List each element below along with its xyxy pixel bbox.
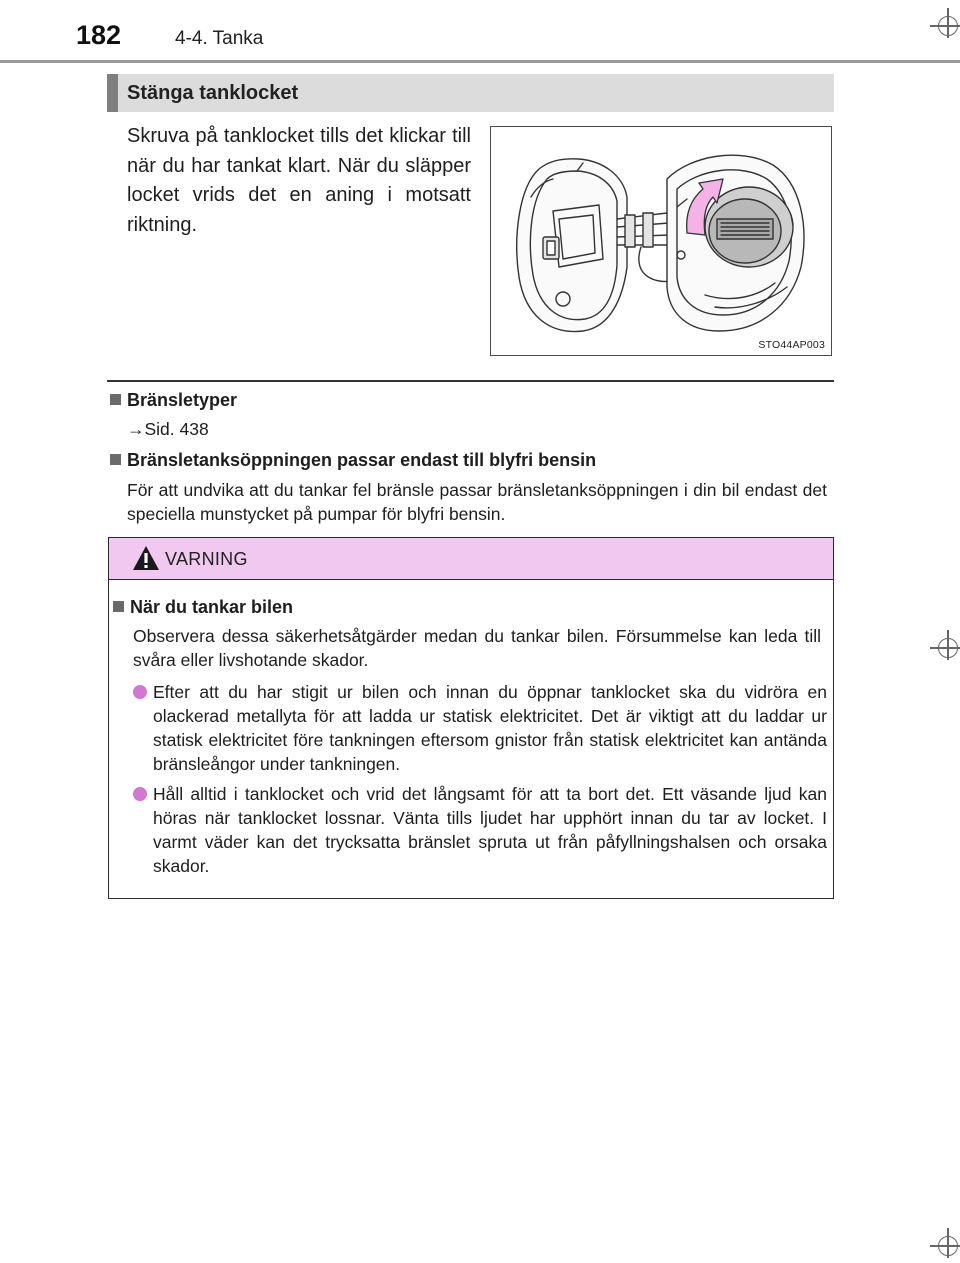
heading-closing-cap: Stänga tanklocket [127,82,299,104]
note-title: Bränsletyper [110,390,834,411]
page-reference-link[interactable] [127,419,209,440]
warning-label: VARNING [165,549,248,569]
section-divider [107,380,834,382]
fuel-door-drawing [491,127,832,356]
note-unleaded-only [110,450,834,471]
note-title: Bränsletanksöppningen passar endast till blyfri bensin [110,450,834,471]
crop-mark-right [930,630,960,660]
round-bullet-icon [133,685,147,699]
warning-item: Efter att du har stigit ur bilen och innan du öppnar tanklocket ska du vidröra en olackerad metallyta för att ladda ur statisk elektricitet. Det är viktigt att du laddar ur statisk elektricitet före tankningen eftersom gnistor från statisk elektricitet kan antända bränsleångor under tankningen. [133,680,827,776]
warning-triangle-icon [132,544,160,572]
arrow-right-icon: → [127,419,145,439]
square-bullet-icon [113,601,124,612]
section-title: 4-4. Tanka [175,28,264,49]
warning-title: När du tankar bilen [113,597,293,618]
note-fuel-types [110,390,834,411]
warning-box [108,537,834,899]
note-body: För att undvika att du tankar fel bränsle passar bränsletanksöppningen i din bil endast det speciella munstycket på pumpar för blyfri bensin. [127,480,827,524]
crop-mark-bottom-right [930,1228,960,1258]
warning-header [109,538,833,580]
crop-mark-top-right [930,8,960,38]
closing-instructions: Skruva på tanklocket tills det klickar till när du har tankat klart. När du släpper locket vrids det en aning i motsatt riktning. [127,125,471,236]
page-number: 182 [76,20,122,50]
page-reference-text: Sid. 438 [144,419,209,439]
round-bullet-icon [133,787,147,801]
figure-code: STO44AP003 [758,339,825,351]
fuel-cap-illustration [490,126,832,356]
square-bullet-icon [110,454,121,465]
warning-intro: Observera dessa säkerhetsåtgärder medan du tankar bilen. Försummelse kan leda till svåra eller livshotande skador. [133,626,821,670]
header-rule [0,60,960,63]
square-bullet-icon [110,394,121,405]
warning-item: Håll alltid i tanklocket och vrid det långsamt för att ta bort det. Ett väsande ljud kan höras när tanklocket lossnar. Vänta tills ljudet har upphört innan du tar av locket. I varmt väder kan det trycksatta bränslet spruta ut från påfyllningshalsen och orsaka skador. [133,782,827,878]
heading-accent [107,74,118,112]
